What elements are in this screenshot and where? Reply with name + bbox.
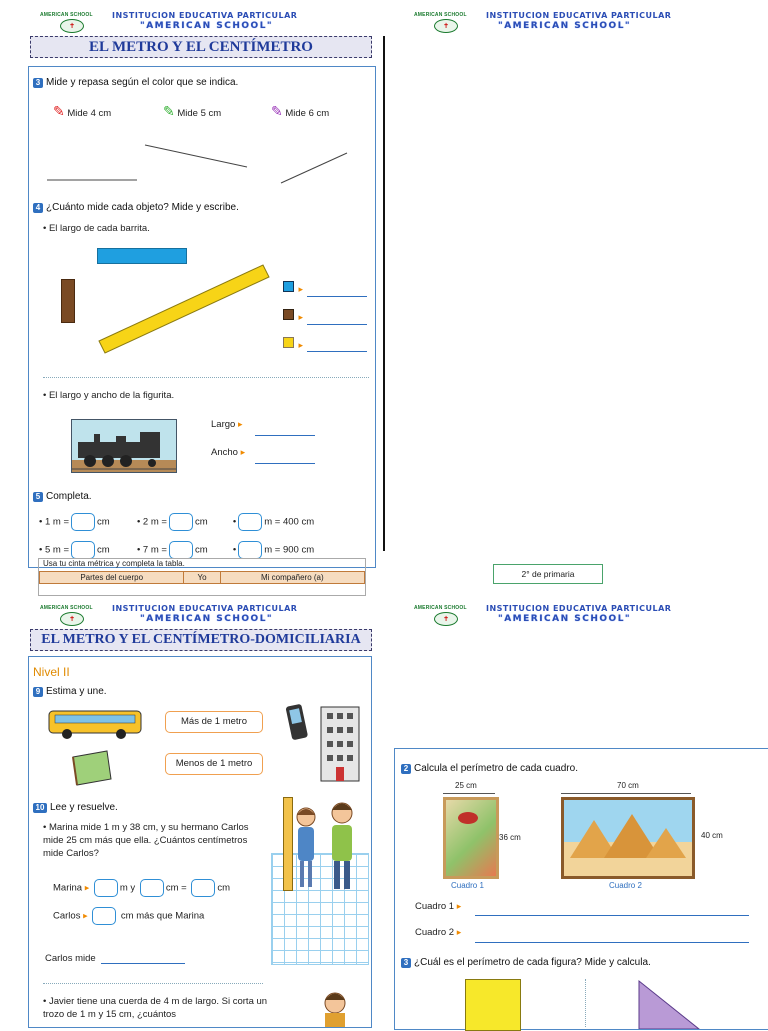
q6-partial <box>38 558 366 596</box>
q5-r1-c4: cm <box>194 516 208 528</box>
carlos-blank[interactable] <box>92 907 116 925</box>
q5-r1-c2: cm <box>97 516 110 528</box>
arrow-icon: ▸ <box>240 447 246 457</box>
largo-label <box>211 419 242 430</box>
q5-r2-c3: • 7 m = <box>136 544 167 556</box>
carlos-mide <box>45 953 96 964</box>
carlos-mide-label: Carlos mide <box>45 953 96 964</box>
building-icon <box>319 703 363 783</box>
q5-blank[interactable] <box>71 513 95 531</box>
p3-q2-number: 2 <box>401 764 411 774</box>
q10-prompt <box>33 802 118 813</box>
marina-m-blank[interactable] <box>94 879 118 897</box>
q5-blank[interactable] <box>71 541 95 559</box>
marina-cm-blank[interactable] <box>140 879 164 897</box>
page-divider <box>383 36 385 551</box>
train-icon <box>72 420 176 472</box>
ans-cuadro-2-label: Cuadro 2 <box>415 927 455 938</box>
pencil-purple-icon: ✎ <box>271 103 283 119</box>
q10-problem: • Marina mide 1 m y 38 cm, y su hermano Carlos mide 25 cm más que ella. ¿Cuántos centímetros mide Carlos? <box>43 822 249 859</box>
table-header: Partes del cuerpo <box>40 572 184 584</box>
carlos-row <box>53 907 204 925</box>
notebook-icon <box>67 749 113 787</box>
c1-label: Cuadro 1 <box>451 881 484 890</box>
q5-blank[interactable] <box>169 513 193 531</box>
school-logo-icon: ✝ <box>60 19 84 33</box>
school-logo-icon: ✝ <box>434 612 458 626</box>
page2-panel <box>28 656 372 1028</box>
q3-item-2 <box>163 103 221 120</box>
carlos-mide-line[interactable] <box>101 963 185 964</box>
ans-cuadro-1-label: Cuadro 1 <box>415 901 455 912</box>
q5-prompt <box>33 491 92 502</box>
q5-blank[interactable] <box>238 513 262 531</box>
q5-r1-c1: • 1 m = <box>39 516 69 528</box>
ancho-line[interactable] <box>255 463 315 464</box>
table-header: Mi compañero (a) <box>220 572 364 584</box>
arrow-icon: ▸ <box>456 927 462 937</box>
q5-number: 5 <box>33 492 43 502</box>
header-line1: INSTITUCION EDUCATIVA PARTICULAR <box>486 11 672 20</box>
bus-icon <box>47 707 143 741</box>
flower-icon <box>458 812 478 824</box>
p3-q3-number: 3 <box>401 958 411 968</box>
ans-cuadro-2 <box>415 927 461 938</box>
header-line2: "AMERICAN SCHOOL" <box>140 21 274 31</box>
header-school-small: AMERICAN SCHOOL <box>40 12 93 18</box>
answer-blue <box>283 279 303 297</box>
purple-triangle-shape <box>633 979 703 1029</box>
ans-cuadro-2-line[interactable] <box>475 942 749 943</box>
ans-cuadro-1-line[interactable] <box>475 915 749 916</box>
boy-icon <box>325 797 359 893</box>
arrow-icon: ▸ <box>456 901 462 911</box>
largo-line[interactable] <box>255 435 315 436</box>
phone-icon <box>283 703 311 743</box>
q9-number: 9 <box>33 687 43 697</box>
c2-width: 70 cm <box>617 781 639 790</box>
q10-number: 10 <box>33 803 47 813</box>
page3-header <box>40 603 370 627</box>
arrow-icon: ▸ <box>83 910 88 921</box>
ans-cuadro-1 <box>415 901 461 912</box>
marina-row <box>53 879 230 897</box>
answer-brown <box>283 307 303 325</box>
q9-prompt <box>33 686 107 697</box>
pyramids-icon <box>564 800 692 876</box>
marina-label: Marina <box>53 882 83 894</box>
ancho-text: Ancho <box>211 447 238 458</box>
answer-blue-line[interactable] <box>307 296 367 297</box>
q4-number: 4 <box>33 203 43 213</box>
q3-item-3 <box>271 103 329 120</box>
c2-width-line <box>561 793 691 794</box>
header-line2: "AMERICAN SCHOOL" <box>140 614 274 624</box>
q3-lines <box>29 137 375 187</box>
c1-height: 36 cm <box>499 833 521 842</box>
separator <box>43 983 263 984</box>
girl-icon <box>291 803 321 891</box>
separator-vertical <box>585 979 586 1027</box>
q5-blank[interactable] <box>169 541 193 559</box>
p3-q2-text: Calcula el perímetro de cada cuadro. <box>414 763 578 774</box>
q5-row-2 <box>39 541 373 559</box>
square-brown-icon <box>283 309 294 320</box>
arrow-icon: ▸ <box>298 340 303 350</box>
c2-height: 40 cm <box>701 831 723 840</box>
q6-text: Usa tu cinta métrica y completa la tabla. <box>43 559 185 568</box>
mas-que-text: cm más que Marina <box>120 910 205 922</box>
javier-icon <box>319 989 353 1027</box>
header-school-small: AMERICAN SCHOOL <box>40 605 93 611</box>
separator <box>43 377 369 378</box>
q4-sub2: • El largo y ancho de la figurita. <box>43 390 175 401</box>
train-picture <box>71 419 177 473</box>
square-blue-icon <box>283 281 294 292</box>
q5-r1-c6: m = 400 cm <box>264 516 315 528</box>
my-text: m y <box>119 882 136 894</box>
arrow-icon: ▸ <box>237 419 243 429</box>
q3-text: Mide y repasa según el color que se indica. <box>46 77 239 88</box>
answer-brown-line[interactable] <box>307 324 367 325</box>
yellow-square-shape <box>465 979 521 1031</box>
p3-q3-text: ¿Cuál es el perímetro de cada figura? Mide y calcula. <box>414 957 651 968</box>
arrow-icon: ▸ <box>298 312 303 322</box>
q5-r2-c5: • <box>232 544 237 556</box>
table-header: Yo <box>184 572 220 584</box>
q4-text: ¿Cuánto mide cada objeto? Mide y escribe. <box>46 202 239 213</box>
option-menos-1m[interactable]: Menos de 1 metro <box>165 753 263 775</box>
q5-blank[interactable] <box>238 541 262 559</box>
painting-2 <box>561 797 695 879</box>
header-school-small: AMERICAN SCHOOL <box>414 605 467 611</box>
carlos-label: Carlos <box>53 910 81 922</box>
page4-header <box>414 603 734 627</box>
level-label: Nivel II <box>33 665 70 679</box>
q10-problem2: • Javier tiene una cuerda de 4 m de largo. Si corta un trozo de 1 m y 15 cm, ¿cuántos <box>43 996 268 1020</box>
header-line1: INSTITUCION EDUCATIVA PARTICULAR <box>112 604 298 613</box>
option-mas-1m[interactable]: Más de 1 metro <box>165 711 263 733</box>
q5-text: Completa. <box>46 491 92 502</box>
cm-eq-text: cm = <box>165 882 187 894</box>
largo-text: Largo <box>211 419 236 430</box>
school-logo-icon: ✝ <box>434 19 458 33</box>
q5-r1-c3: • 2 m = <box>136 516 167 528</box>
body-parts-table <box>39 571 365 584</box>
page1-panel <box>28 66 376 568</box>
p3-q3-prompt <box>401 957 651 968</box>
header-school-small: AMERICAN SCHOOL <box>414 12 467 18</box>
yellow-bar <box>95 259 275 359</box>
grade-label: 2° de primaria <box>493 564 603 584</box>
q4-prompt <box>33 202 239 213</box>
page1-header <box>40 10 370 34</box>
page1-title: EL METRO Y EL CENTÍMETRO <box>30 36 372 58</box>
page3-panel <box>394 748 768 1030</box>
q5-r2-c4: cm <box>194 544 208 556</box>
q5-r2-c6: m = 900 cm <box>264 544 315 556</box>
q5-row-1 <box>39 513 373 531</box>
answer-yellow <box>283 335 303 353</box>
answer-yellow-line[interactable] <box>307 351 367 352</box>
brown-bar <box>61 279 75 323</box>
marina-total-blank[interactable] <box>191 879 215 897</box>
header-line2: "AMERICAN SCHOOL" <box>498 614 632 624</box>
header-line1: INSTITUCION EDUCATIVA PARTICULAR <box>112 11 298 20</box>
c2-label: Cuadro 2 <box>609 881 642 890</box>
q10-text: Lee y resuelve. <box>50 802 118 813</box>
cm-text: cm <box>217 882 230 894</box>
arrow-icon: ▸ <box>298 284 303 294</box>
q3-item-1-label: Mide 4 cm <box>67 108 112 119</box>
q3-prompt <box>33 77 238 88</box>
pencil-green-icon: ✎ <box>163 103 175 119</box>
square-yellow-icon <box>283 337 294 348</box>
q3-item-3-label: Mide 6 cm <box>285 108 330 119</box>
c1-width-line <box>443 793 495 794</box>
q5-r1-c5: • <box>232 516 237 528</box>
q3-item-2-label: Mide 5 cm <box>177 108 222 119</box>
page2-top-header <box>414 10 734 34</box>
q5-r2-c2: cm <box>97 544 110 556</box>
header-line1: INSTITUCION EDUCATIVA PARTICULAR <box>486 604 672 613</box>
q4-sub1: • El largo de cada barrita. <box>43 223 150 234</box>
q3-number: 3 <box>33 78 43 88</box>
school-logo-icon: ✝ <box>60 612 84 626</box>
q5-r2-c1: • 5 m = <box>39 544 69 556</box>
arrow-icon: ▸ <box>84 882 90 893</box>
q3-item-1 <box>53 103 111 120</box>
c1-width: 25 cm <box>455 781 477 790</box>
ancho-label <box>211 447 245 458</box>
q9-text: Estima y une. <box>46 686 107 697</box>
painting-1 <box>443 797 499 879</box>
p3-q2-prompt <box>401 763 578 774</box>
header-line2: "AMERICAN SCHOOL" <box>498 21 632 31</box>
page2-title: EL METRO Y EL CENTÍMETRO-DOMICILIARIA <box>30 629 372 651</box>
pencil-red-icon: ✎ <box>53 103 65 119</box>
